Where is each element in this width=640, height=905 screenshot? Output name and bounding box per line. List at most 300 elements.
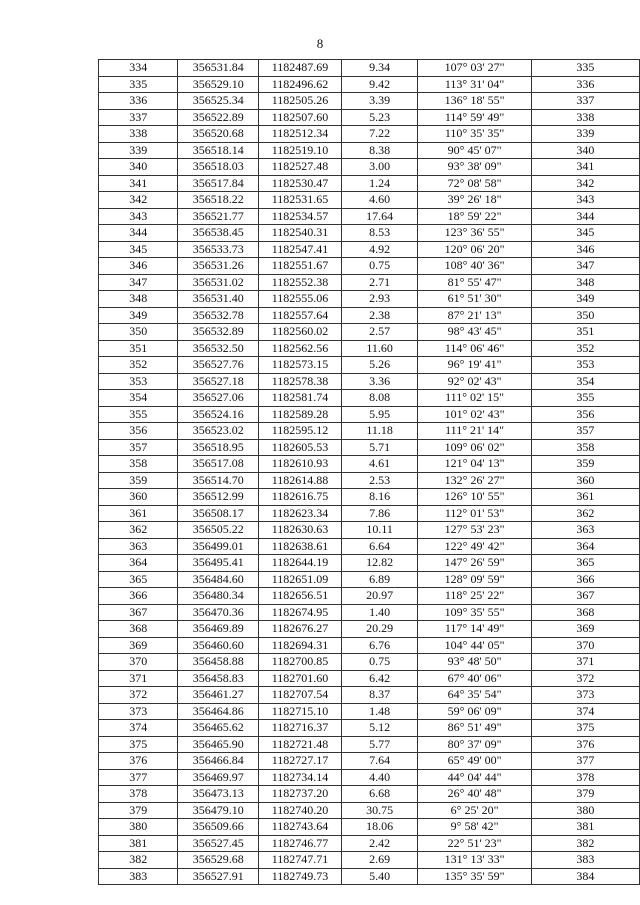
distance-cell: 5.40 xyxy=(341,868,418,885)
angle-cell: 67° 40' 06" xyxy=(418,670,531,687)
y-coordinate-cell: 1182562.56 xyxy=(259,340,342,357)
coordinates-table xyxy=(98,59,640,885)
x-coordinate-cell: 356527.06 xyxy=(178,390,259,407)
point-from-cell: 382 xyxy=(99,852,178,869)
y-coordinate-cell: 1182507.60 xyxy=(259,109,342,126)
x-coordinate-cell: 356473.13 xyxy=(178,786,259,803)
point-from-cell: 358 xyxy=(99,456,178,473)
y-coordinate-cell: 1182519.10 xyxy=(259,142,342,159)
distance-cell: 8.53 xyxy=(341,225,418,242)
y-coordinate-cell: 1182740.20 xyxy=(259,802,342,819)
point-from-cell: 370 xyxy=(99,654,178,671)
table-row xyxy=(99,505,640,522)
distance-cell: 2.93 xyxy=(341,291,418,308)
angle-cell: 132° 26' 27" xyxy=(418,472,531,489)
x-coordinate-cell: 356470.36 xyxy=(178,604,259,621)
point-to-cell: 360 xyxy=(531,472,639,489)
distance-cell: 8.16 xyxy=(341,489,418,506)
distance-cell: 6.76 xyxy=(341,637,418,654)
angle-cell: 81° 55' 47" xyxy=(418,274,531,291)
table-row xyxy=(99,703,640,720)
x-coordinate-cell: 356509.66 xyxy=(178,819,259,836)
table-row xyxy=(99,76,640,93)
point-to-cell: 375 xyxy=(531,720,639,737)
table-row xyxy=(99,307,640,324)
point-from-cell: 359 xyxy=(99,472,178,489)
x-coordinate-cell: 356466.84 xyxy=(178,753,259,770)
distance-cell: 20.29 xyxy=(341,621,418,638)
x-coordinate-cell: 356532.78 xyxy=(178,307,259,324)
point-to-cell: 359 xyxy=(531,456,639,473)
point-to-cell: 340 xyxy=(531,142,639,159)
x-coordinate-cell: 356518.95 xyxy=(178,439,259,456)
table-row xyxy=(99,522,640,539)
y-coordinate-cell: 1182749.73 xyxy=(259,868,342,885)
point-to-cell: 361 xyxy=(531,489,639,506)
point-to-cell: 343 xyxy=(531,192,639,209)
table-row xyxy=(99,571,640,588)
x-coordinate-cell: 356508.17 xyxy=(178,505,259,522)
y-coordinate-cell: 1182527.48 xyxy=(259,159,342,176)
point-from-cell: 357 xyxy=(99,439,178,456)
table-row xyxy=(99,687,640,704)
angle-cell: 112° 01' 53" xyxy=(418,505,531,522)
x-coordinate-cell: 356495.41 xyxy=(178,555,259,572)
point-to-cell: 345 xyxy=(531,225,639,242)
table-row xyxy=(99,142,640,159)
point-from-cell: 334 xyxy=(99,60,178,77)
point-to-cell: 383 xyxy=(531,852,639,869)
angle-cell: 98° 43' 45" xyxy=(418,324,531,341)
x-coordinate-cell: 356460.60 xyxy=(178,637,259,654)
point-from-cell: 374 xyxy=(99,720,178,737)
angle-cell: 93° 38' 09" xyxy=(418,159,531,176)
angle-cell: 96° 19' 41" xyxy=(418,357,531,374)
y-coordinate-cell: 1182531.65 xyxy=(259,192,342,209)
distance-cell: 4.61 xyxy=(341,456,418,473)
table-row xyxy=(99,802,640,819)
x-coordinate-cell: 356464.86 xyxy=(178,703,259,720)
point-to-cell: 365 xyxy=(531,555,639,572)
distance-cell: 3.39 xyxy=(341,93,418,110)
point-from-cell: 363 xyxy=(99,538,178,555)
y-coordinate-cell: 1182623.34 xyxy=(259,505,342,522)
y-coordinate-cell: 1182715.10 xyxy=(259,703,342,720)
point-to-cell: 381 xyxy=(531,819,639,836)
point-to-cell: 351 xyxy=(531,324,639,341)
x-coordinate-cell: 356512.99 xyxy=(178,489,259,506)
point-to-cell: 353 xyxy=(531,357,639,374)
point-from-cell: 335 xyxy=(99,76,178,93)
distance-cell: 2.69 xyxy=(341,852,418,869)
distance-cell: 11.18 xyxy=(341,423,418,440)
point-from-cell: 372 xyxy=(99,687,178,704)
y-coordinate-cell: 1182589.28 xyxy=(259,406,342,423)
distance-cell: 17.64 xyxy=(341,208,418,225)
point-from-cell: 362 xyxy=(99,522,178,539)
angle-cell: 107° 03' 27" xyxy=(418,60,531,77)
x-coordinate-cell: 356499.01 xyxy=(178,538,259,555)
distance-cell: 7.22 xyxy=(341,126,418,143)
x-coordinate-cell: 356527.76 xyxy=(178,357,259,374)
distance-cell: 6.42 xyxy=(341,670,418,687)
table-row xyxy=(99,637,640,654)
point-from-cell: 344 xyxy=(99,225,178,242)
point-to-cell: 349 xyxy=(531,291,639,308)
distance-cell: 0.75 xyxy=(341,258,418,275)
angle-cell: 110° 35' 35" xyxy=(418,126,531,143)
point-to-cell: 335 xyxy=(531,60,639,77)
point-from-cell: 354 xyxy=(99,390,178,407)
x-coordinate-cell: 356461.27 xyxy=(178,687,259,704)
y-coordinate-cell: 1182552.38 xyxy=(259,274,342,291)
point-to-cell: 348 xyxy=(531,274,639,291)
x-coordinate-cell: 356505.22 xyxy=(178,522,259,539)
table-row xyxy=(99,126,640,143)
point-to-cell: 368 xyxy=(531,604,639,621)
table-row xyxy=(99,390,640,407)
x-coordinate-cell: 356525.34 xyxy=(178,93,259,110)
distance-cell: 20.97 xyxy=(341,588,418,605)
distance-cell: 5.23 xyxy=(341,109,418,126)
x-coordinate-cell: 356527.18 xyxy=(178,373,259,390)
y-coordinate-cell: 1182727.17 xyxy=(259,753,342,770)
y-coordinate-cell: 1182746.77 xyxy=(259,835,342,852)
table-row xyxy=(99,868,640,885)
point-from-cell: 351 xyxy=(99,340,178,357)
x-coordinate-cell: 356518.22 xyxy=(178,192,259,209)
x-coordinate-cell: 356521.77 xyxy=(178,208,259,225)
distance-cell: 1.24 xyxy=(341,175,418,192)
point-from-cell: 350 xyxy=(99,324,178,341)
point-from-cell: 377 xyxy=(99,769,178,786)
x-coordinate-cell: 356523.02 xyxy=(178,423,259,440)
table-row xyxy=(99,109,640,126)
angle-cell: 135° 35' 59" xyxy=(418,868,531,885)
x-coordinate-cell: 356514.70 xyxy=(178,472,259,489)
angle-cell: 101° 02' 43" xyxy=(418,406,531,423)
x-coordinate-cell: 356465.62 xyxy=(178,720,259,737)
angle-cell: 131° 13' 33" xyxy=(418,852,531,869)
point-to-cell: 338 xyxy=(531,109,639,126)
x-coordinate-cell: 356524.16 xyxy=(178,406,259,423)
angle-cell: 109° 06' 02" xyxy=(418,439,531,456)
angle-cell: 117° 14' 49" xyxy=(418,621,531,638)
angle-cell: 118° 25' 22" xyxy=(418,588,531,605)
point-to-cell: 339 xyxy=(531,126,639,143)
point-from-cell: 336 xyxy=(99,93,178,110)
x-coordinate-cell: 356532.89 xyxy=(178,324,259,341)
x-coordinate-cell: 356531.84 xyxy=(178,60,259,77)
point-from-cell: 379 xyxy=(99,802,178,819)
distance-cell: 3.36 xyxy=(341,373,418,390)
angle-cell: 120° 06' 20" xyxy=(418,241,531,258)
table-row xyxy=(99,472,640,489)
distance-cell: 4.60 xyxy=(341,192,418,209)
point-to-cell: 350 xyxy=(531,307,639,324)
x-coordinate-cell: 356465.90 xyxy=(178,736,259,753)
table-row xyxy=(99,175,640,192)
table-row xyxy=(99,225,640,242)
distance-cell: 5.71 xyxy=(341,439,418,456)
point-from-cell: 376 xyxy=(99,753,178,770)
distance-cell: 18.06 xyxy=(341,819,418,836)
distance-cell: 2.42 xyxy=(341,835,418,852)
y-coordinate-cell: 1182496.62 xyxy=(259,76,342,93)
y-coordinate-cell: 1182747.71 xyxy=(259,852,342,869)
y-coordinate-cell: 1182595.12 xyxy=(259,423,342,440)
point-from-cell: 380 xyxy=(99,819,178,836)
angle-cell: 128° 09' 59" xyxy=(418,571,531,588)
x-coordinate-cell: 356527.91 xyxy=(178,868,259,885)
angle-cell: 90° 45' 07" xyxy=(418,142,531,159)
x-coordinate-cell: 356469.89 xyxy=(178,621,259,638)
point-to-cell: 374 xyxy=(531,703,639,720)
x-coordinate-cell: 356538.45 xyxy=(178,225,259,242)
point-from-cell: 337 xyxy=(99,109,178,126)
point-from-cell: 355 xyxy=(99,406,178,423)
distance-cell: 5.12 xyxy=(341,720,418,737)
table-row xyxy=(99,555,640,572)
y-coordinate-cell: 1182560.02 xyxy=(259,324,342,341)
table-row xyxy=(99,159,640,176)
y-coordinate-cell: 1182651.09 xyxy=(259,571,342,588)
point-to-cell: 373 xyxy=(531,687,639,704)
point-to-cell: 337 xyxy=(531,93,639,110)
point-to-cell: 367 xyxy=(531,588,639,605)
x-coordinate-cell: 356532.50 xyxy=(178,340,259,357)
distance-cell: 8.38 xyxy=(341,142,418,159)
point-to-cell: 342 xyxy=(531,175,639,192)
point-from-cell: 349 xyxy=(99,307,178,324)
y-coordinate-cell: 1182701.60 xyxy=(259,670,342,687)
angle-cell: 122° 49' 42" xyxy=(418,538,531,555)
y-coordinate-cell: 1182610.93 xyxy=(259,456,342,473)
point-to-cell: 376 xyxy=(531,736,639,753)
angle-cell: 64° 35' 54" xyxy=(418,687,531,704)
x-coordinate-cell: 356531.26 xyxy=(178,258,259,275)
x-coordinate-cell: 356520.68 xyxy=(178,126,259,143)
point-from-cell: 347 xyxy=(99,274,178,291)
y-coordinate-cell: 1182505.26 xyxy=(259,93,342,110)
table-row xyxy=(99,439,640,456)
y-coordinate-cell: 1182581.74 xyxy=(259,390,342,407)
x-coordinate-cell: 356533.73 xyxy=(178,241,259,258)
y-coordinate-cell: 1182530.47 xyxy=(259,175,342,192)
distance-cell: 7.86 xyxy=(341,505,418,522)
y-coordinate-cell: 1182551.67 xyxy=(259,258,342,275)
angle-cell: 80° 37' 09" xyxy=(418,736,531,753)
table-row xyxy=(99,456,640,473)
distance-cell: 5.77 xyxy=(341,736,418,753)
angle-cell: 93° 48' 50" xyxy=(418,654,531,671)
x-coordinate-cell: 356469.97 xyxy=(178,769,259,786)
y-coordinate-cell: 1182721.48 xyxy=(259,736,342,753)
y-coordinate-cell: 1182573.15 xyxy=(259,357,342,374)
angle-cell: 87° 21' 13" xyxy=(418,307,531,324)
x-coordinate-cell: 356458.88 xyxy=(178,654,259,671)
table-row xyxy=(99,241,640,258)
y-coordinate-cell: 1182578.38 xyxy=(259,373,342,390)
distance-cell: 6.68 xyxy=(341,786,418,803)
point-from-cell: 343 xyxy=(99,208,178,225)
page-number: 8 xyxy=(316,36,324,51)
y-coordinate-cell: 1182638.61 xyxy=(259,538,342,555)
point-to-cell: 352 xyxy=(531,340,639,357)
point-from-cell: 345 xyxy=(99,241,178,258)
point-from-cell: 352 xyxy=(99,357,178,374)
table-row xyxy=(99,208,640,225)
angle-cell: 126° 10' 55" xyxy=(418,489,531,506)
point-from-cell: 338 xyxy=(99,126,178,143)
point-from-cell: 381 xyxy=(99,835,178,852)
point-from-cell: 341 xyxy=(99,175,178,192)
point-from-cell: 348 xyxy=(99,291,178,308)
point-from-cell: 364 xyxy=(99,555,178,572)
distance-cell: 10.11 xyxy=(341,522,418,539)
distance-cell: 2.53 xyxy=(341,472,418,489)
x-coordinate-cell: 356527.45 xyxy=(178,835,259,852)
distance-cell: 2.38 xyxy=(341,307,418,324)
angle-cell: 108° 40' 36" xyxy=(418,258,531,275)
coordinates-table-body xyxy=(99,60,640,885)
point-to-cell: 364 xyxy=(531,538,639,555)
point-to-cell: 355 xyxy=(531,390,639,407)
angle-cell: 6° 25' 20" xyxy=(418,802,531,819)
point-to-cell: 377 xyxy=(531,753,639,770)
x-coordinate-cell: 356479.10 xyxy=(178,802,259,819)
x-coordinate-cell: 356518.03 xyxy=(178,159,259,176)
point-to-cell: 341 xyxy=(531,159,639,176)
table-row xyxy=(99,291,640,308)
point-to-cell: 357 xyxy=(531,423,639,440)
distance-cell: 9.42 xyxy=(341,76,418,93)
table-row xyxy=(99,324,640,341)
table-row xyxy=(99,357,640,374)
x-coordinate-cell: 356531.40 xyxy=(178,291,259,308)
distance-cell: 9.34 xyxy=(341,60,418,77)
table-row xyxy=(99,423,640,440)
table-row xyxy=(99,274,640,291)
angle-cell: 147° 26' 59" xyxy=(418,555,531,572)
distance-cell: 5.95 xyxy=(341,406,418,423)
y-coordinate-cell: 1182700.85 xyxy=(259,654,342,671)
y-coordinate-cell: 1182540.31 xyxy=(259,225,342,242)
x-coordinate-cell: 356529.68 xyxy=(178,852,259,869)
distance-cell: 1.48 xyxy=(341,703,418,720)
table-row xyxy=(99,736,640,753)
table-row xyxy=(99,489,640,506)
point-to-cell: 366 xyxy=(531,571,639,588)
point-from-cell: 353 xyxy=(99,373,178,390)
point-from-cell: 365 xyxy=(99,571,178,588)
point-from-cell: 346 xyxy=(99,258,178,275)
point-from-cell: 361 xyxy=(99,505,178,522)
distance-cell: 5.26 xyxy=(341,357,418,374)
distance-cell: 11.60 xyxy=(341,340,418,357)
y-coordinate-cell: 1182644.19 xyxy=(259,555,342,572)
y-coordinate-cell: 1182737.20 xyxy=(259,786,342,803)
distance-cell: 8.37 xyxy=(341,687,418,704)
y-coordinate-cell: 1182547.41 xyxy=(259,241,342,258)
angle-cell: 109° 35' 55" xyxy=(418,604,531,621)
table-row xyxy=(99,786,640,803)
point-from-cell: 360 xyxy=(99,489,178,506)
distance-cell: 4.92 xyxy=(341,241,418,258)
y-coordinate-cell: 1182716.37 xyxy=(259,720,342,737)
table-row xyxy=(99,720,640,737)
angle-cell: 18° 59' 22" xyxy=(418,208,531,225)
point-from-cell: 356 xyxy=(99,423,178,440)
angle-cell: 9° 58' 42" xyxy=(418,819,531,836)
y-coordinate-cell: 1182487.69 xyxy=(259,60,342,77)
angle-cell: 39° 26' 18" xyxy=(418,192,531,209)
angle-cell: 22° 51' 23" xyxy=(418,835,531,852)
x-coordinate-cell: 356484.60 xyxy=(178,571,259,588)
table-row xyxy=(99,753,640,770)
point-to-cell: 363 xyxy=(531,522,639,539)
x-coordinate-cell: 356518.14 xyxy=(178,142,259,159)
point-to-cell: 362 xyxy=(531,505,639,522)
point-from-cell: 342 xyxy=(99,192,178,209)
table-row xyxy=(99,192,640,209)
y-coordinate-cell: 1182656.51 xyxy=(259,588,342,605)
distance-cell: 30.75 xyxy=(341,802,418,819)
point-to-cell: 378 xyxy=(531,769,639,786)
y-coordinate-cell: 1182694.31 xyxy=(259,637,342,654)
distance-cell: 3.00 xyxy=(341,159,418,176)
point-from-cell: 340 xyxy=(99,159,178,176)
x-coordinate-cell: 356522.89 xyxy=(178,109,259,126)
point-from-cell: 378 xyxy=(99,786,178,803)
table-row xyxy=(99,258,640,275)
table-row xyxy=(99,93,640,110)
distance-cell: 4.40 xyxy=(341,769,418,786)
y-coordinate-cell: 1182616.75 xyxy=(259,489,342,506)
point-to-cell: 379 xyxy=(531,786,639,803)
table-row xyxy=(99,538,640,555)
point-to-cell: 344 xyxy=(531,208,639,225)
point-from-cell: 369 xyxy=(99,637,178,654)
point-to-cell: 380 xyxy=(531,802,639,819)
distance-cell: 8.08 xyxy=(341,390,418,407)
angle-cell: 72° 08' 58" xyxy=(418,175,531,192)
table-row xyxy=(99,769,640,786)
table-row xyxy=(99,670,640,687)
point-to-cell: 371 xyxy=(531,654,639,671)
distance-cell: 6.89 xyxy=(341,571,418,588)
point-from-cell: 373 xyxy=(99,703,178,720)
x-coordinate-cell: 356517.84 xyxy=(178,175,259,192)
table-row xyxy=(99,852,640,869)
y-coordinate-cell: 1182674.95 xyxy=(259,604,342,621)
angle-cell: 26° 40' 48" xyxy=(418,786,531,803)
angle-cell: 92° 02' 43" xyxy=(418,373,531,390)
x-coordinate-cell: 356517.08 xyxy=(178,456,259,473)
distance-cell: 12.82 xyxy=(341,555,418,572)
angle-cell: 86° 51' 49" xyxy=(418,720,531,737)
point-from-cell: 367 xyxy=(99,604,178,621)
y-coordinate-cell: 1182557.64 xyxy=(259,307,342,324)
point-to-cell: 356 xyxy=(531,406,639,423)
angle-cell: 104° 44' 05" xyxy=(418,637,531,654)
point-to-cell: 336 xyxy=(531,76,639,93)
y-coordinate-cell: 1182743.64 xyxy=(259,819,342,836)
y-coordinate-cell: 1182555.06 xyxy=(259,291,342,308)
table-row xyxy=(99,373,640,390)
x-coordinate-cell: 356480.34 xyxy=(178,588,259,605)
y-coordinate-cell: 1182534.57 xyxy=(259,208,342,225)
